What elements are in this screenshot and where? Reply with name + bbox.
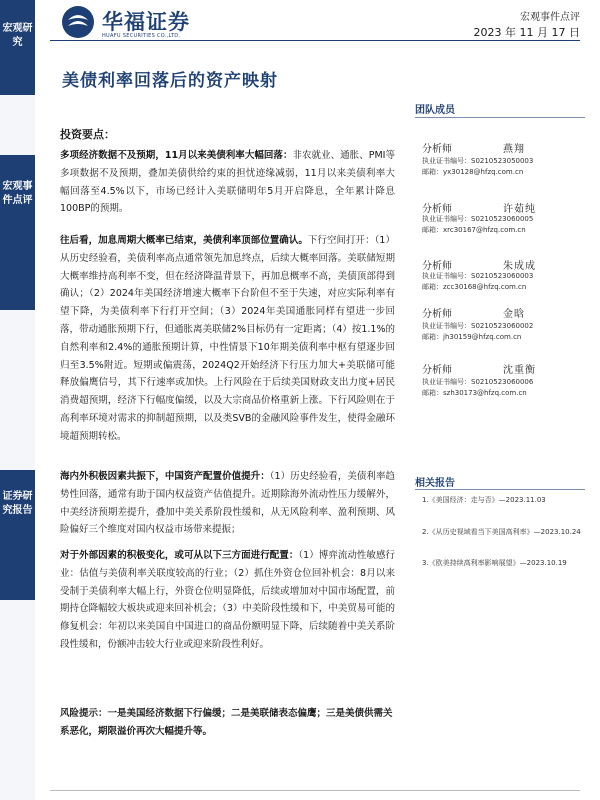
analyst-email[interactable]: 邮箱：jh30159@hfzq.com.cn — [422, 333, 522, 341]
analyst-name: 朱成成 — [503, 261, 536, 272]
analyst-email[interactable]: 邮箱：yx30128@hfzq.com.cn — [422, 168, 524, 176]
related-report-item[interactable]: 1.《美国经济：走与否》—2023.11.03 — [422, 496, 546, 504]
paragraph-lead: 对于外部因素的积极变化，或可从以下三方面进行配置： — [60, 550, 299, 561]
paragraph-4 — [60, 547, 395, 654]
header-divider — [50, 40, 580, 41]
analyst-email[interactable]: 邮箱：zcc30168@hfzq.com.cn — [422, 283, 527, 291]
sidebar-label-mid: 宏观事件点评 — [2, 181, 33, 206]
analyst-cert: 执业证书编号：S0210523060002 — [422, 322, 534, 330]
analyst-email[interactable]: 邮箱：szh30173@hfzq.com.cn — [422, 389, 527, 397]
analyst-role: 分析师 — [422, 365, 452, 376]
sidebar — [0, 0, 35, 800]
paragraph-text: （1）历史经验看，美债利率趋势性回落，通常有助于国内权益资产估值提升。近期除海外流动性压力缓解外，中美经济预期差提升，叠加中美关系阶段性缓和，从无风险利率、盈利预期、风险偏好三个维度对国内权益市场带来提振； — [60, 471, 395, 536]
paragraph-1 — [60, 147, 395, 218]
report-category: 宏观事件点评 — [520, 12, 580, 23]
analyst-role: 分析师 — [422, 204, 452, 215]
risk-notice: 风险提示：一是美国经济数据下行偏缓；二是美联储表态偏鹰；三是美债供需关系恶化，期限溢价再次大幅提升等。 — [60, 708, 393, 737]
analyst-cert: 执业证书编号：S0210523060006 — [422, 378, 534, 386]
footer-divider — [50, 790, 580, 791]
sidebar-label-top: 宏观研究 — [2, 23, 33, 48]
analyst-cert: 执业证书编号：S0210523060005 — [422, 215, 534, 223]
analyst-cert: 执业证书编号：S0210523060003 — [422, 272, 534, 280]
related-report-item[interactable]: 3.《欧美持续高利率影响展望》—2023.10.19 — [422, 559, 567, 567]
paragraph-text: 下行空间打开：（1）从历史经验看，美债利率高点通常领先加息终点，后续大概率回落。美联储短期大概率维持高利率不变，但在经济降温背景下，再加息概率不高，美债顶部得到确认；（2）2024年美国经济增速大概率下台阶但不至于失速，对应实际利率有望下降，为美债利率下行打开空间；（3）2024年美国通胀同样有望进一步回落，带动通胀预期下行，但通胀离美联储2%目标仍有一定距离；（4）按1.1%的自然利率和2.4%的通胀预期计算，中性情景下10年期美债利率中枢有望逐步回归至3.5%附近。短期或偏震荡，2024Q2开始经济下行压力加大+美联储可能释放偏鹰信号，其下行速率或加快。上行风险在于后续美国财政支出力度+居民消费超预期，经济下行幅度偏缓，以及大宗商品价格重新上涨。下行风险则在于高利率环境对需求的抑制超预期，以及类SVB的金融风险事件发生，使得金融环境超预期转松。 — [60, 235, 396, 442]
logo — [62, 6, 222, 40]
related-report-item[interactable]: 2.《从历史视域看当下美国高利率》—2023.10.24 — [422, 528, 581, 536]
team-divider — [415, 117, 585, 118]
page-title: 美债利率回落后的资产映射 — [62, 71, 278, 91]
logo-mark-icon — [62, 6, 94, 38]
analyst-cert: 执业证书编号：S0210523050003 — [422, 157, 534, 165]
team-heading: 团队成员 — [415, 105, 455, 116]
paragraph-2 — [60, 232, 395, 446]
paragraph-lead: 往后看，加息周期大概率已结束，美债利率顶部位置确认。 — [60, 235, 308, 246]
analyst-name: 金晗 — [503, 309, 525, 320]
paragraph-text: （1）博弈流动性敏感行业：估值与美债利率关联度较高的行业；（2）抓住外资仓位回补机会：8月以来受制于美债利率大幅上行，外资仓位明显降低，后续或增加对中国市场配置，前期持仓降幅较大板块或迎来回补机会；（3）中美阶段性缓和下，中美贸易可能的修复机会：年初以来美国自中国进口的商品份额明显下降，后续随着中美关系阶段性缓和，份额冲击较大行业或迎来阶段性利好。 — [60, 550, 395, 650]
paragraph-3 — [60, 468, 395, 539]
analyst-role: 分析师 — [422, 144, 452, 155]
sidebar-block-mid — [0, 155, 35, 310]
related-heading: 相关报告 — [415, 478, 455, 489]
paragraph-lead: 海内外积极因素共振下，中国资产配置价值提升： — [60, 471, 270, 482]
paragraph-text: 非农就业、通胀、PMI等多项数据不及预期，叠加美债供给约束的担忧迹缘减弱，11月以来美债利率大幅回落至4.5%以下，市场已经计入美联储明年5月开启降息，全年累计降息100BP的预期。 — [60, 150, 395, 215]
related-divider — [415, 489, 585, 490]
analyst-role: 分析师 — [422, 309, 452, 320]
analyst-email[interactable]: 邮箱：xrc30167@hfzq.com.cn — [422, 226, 526, 234]
sidebar-label-bottom: 证券研究报告 — [2, 491, 33, 516]
analyst-name: 沈重衡 — [503, 365, 536, 376]
investment-points-heading: 投资要点： — [60, 128, 115, 141]
logo-text: 华福证券 — [102, 10, 190, 34]
analyst-role: 分析师 — [422, 261, 452, 272]
paragraph-lead: 多项经济数据不及预期，11月以来美债利率大幅回落： — [60, 150, 293, 161]
analyst-name: 许茹纯 — [503, 204, 536, 215]
report-date: 2023 年 11 月 17 日 — [473, 26, 580, 39]
logo-text-en: HUAFU SECURITIES CO.,LTD. — [102, 33, 181, 39]
analyst-name: 燕翔 — [503, 144, 525, 155]
